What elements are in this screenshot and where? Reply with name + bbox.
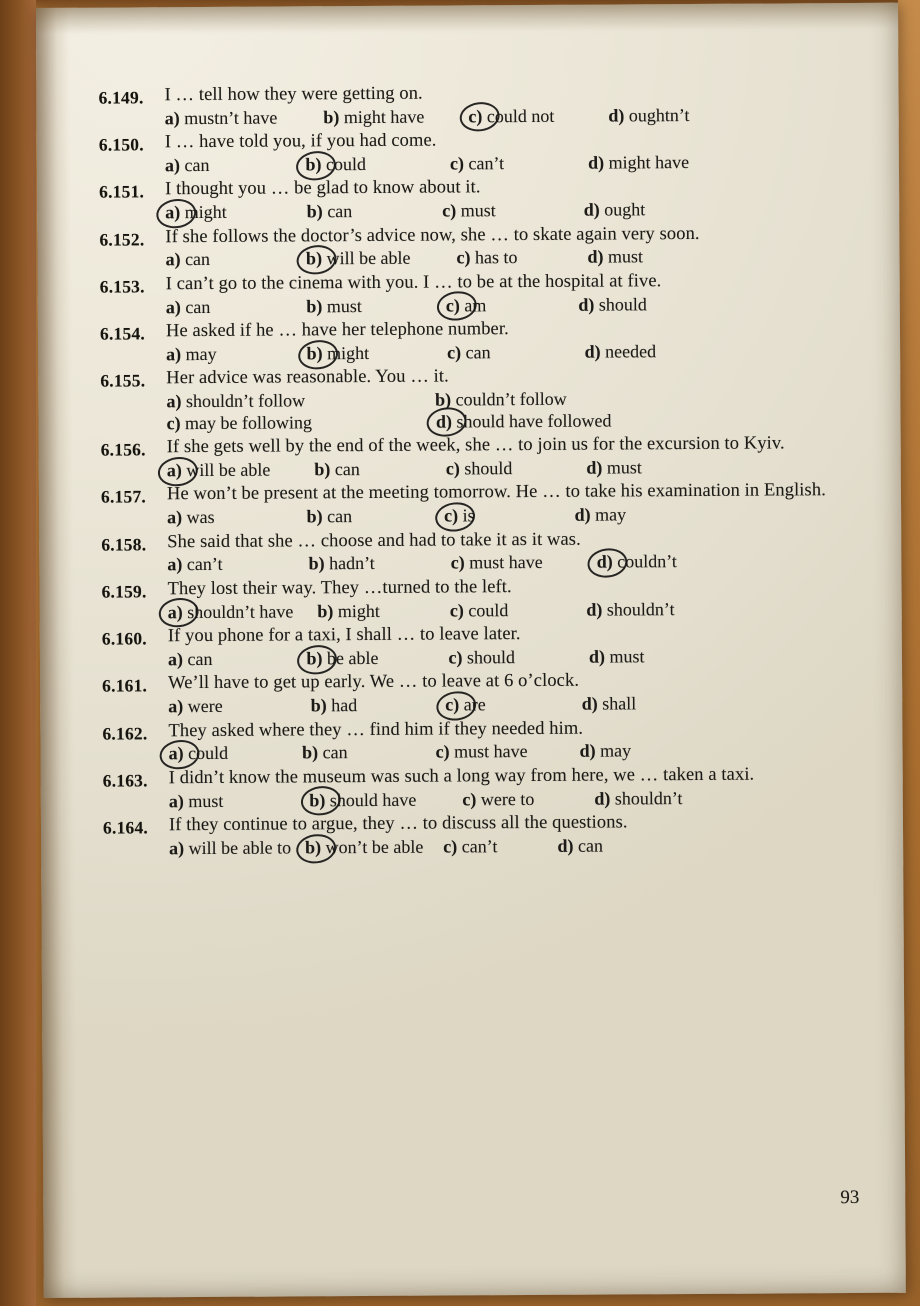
answer-option[interactable] <box>462 788 534 810</box>
answer-option-selected[interactable] <box>446 295 487 317</box>
answer-option[interactable] <box>307 201 353 223</box>
answer-option-text: will be able to <box>188 837 292 858</box>
exercise-number: 6.161. <box>102 675 148 697</box>
answer-options-line <box>167 550 861 576</box>
answer-option-text: can <box>327 201 353 222</box>
answer-option[interactable] <box>306 296 362 318</box>
answer-option-text: should <box>464 457 513 479</box>
answer-option-text: shall <box>602 693 637 714</box>
answer-options <box>168 598 862 624</box>
answer-option[interactable] <box>450 153 504 175</box>
exercise-item <box>101 433 861 482</box>
answer-option-letter: c) <box>456 247 471 268</box>
answer-option-letter: c) <box>166 412 181 433</box>
answer-options-line <box>166 409 860 435</box>
answer-option-text: must <box>460 200 496 221</box>
answer-option-text: must <box>188 790 224 811</box>
answer-option[interactable] <box>586 599 674 621</box>
answer-option-letter: d) <box>596 551 613 572</box>
exercise-number: 6.155. <box>100 370 146 392</box>
exercise-question-text: If they continue to argue, they … to discuss all the questions. <box>168 812 628 836</box>
answer-options-line <box>169 786 863 812</box>
answer-option[interactable] <box>447 342 491 364</box>
answer-option-letter: d) <box>586 457 603 478</box>
answer-option-letter: c) <box>468 105 483 127</box>
answer-option-text: shouldn’t have <box>187 601 294 622</box>
answer-option-text: can <box>184 154 210 175</box>
exercise-number: 6.152. <box>99 229 145 250</box>
answer-option-selected[interactable] <box>597 551 677 573</box>
answer-option-text: must <box>606 457 642 478</box>
answer-option-letter: b) <box>305 248 323 269</box>
answer-options-line <box>166 340 860 366</box>
answer-option-letter: a) <box>165 202 181 223</box>
answer-option[interactable] <box>166 390 305 412</box>
exercise-question-text: He asked if he … have her telephone number. <box>165 319 509 342</box>
answer-option-text: should have <box>329 789 417 810</box>
answer-option[interactable] <box>166 297 211 319</box>
answer-option[interactable] <box>451 552 543 574</box>
answer-option-text: mustn’t have <box>184 107 278 128</box>
answer-option-selected[interactable] <box>167 459 271 481</box>
exercise-question-text: She said that she … choose and had to take it as it was. <box>167 529 581 552</box>
answer-option-text: should <box>466 646 516 668</box>
answer-option-letter: d) <box>557 835 574 856</box>
exercise-number: 6.157. <box>100 486 147 508</box>
answer-option-letter: c) <box>445 458 460 479</box>
answer-option-letter: b) <box>301 742 319 763</box>
answer-option[interactable] <box>323 106 424 128</box>
answer-options <box>169 786 863 812</box>
answer-options-line <box>168 645 862 671</box>
exercise-number: 6.158. <box>101 534 147 555</box>
exercise-item <box>103 764 863 813</box>
exercise-number: 6.159. <box>101 581 147 602</box>
answer-option-letter: d) <box>587 246 604 267</box>
answer-option-text: can <box>327 506 353 527</box>
answer-option[interactable] <box>308 553 374 575</box>
answer-option-text: won’t be able <box>325 836 424 857</box>
answer-option[interactable] <box>167 554 222 576</box>
answer-option-letter: b) <box>314 459 331 480</box>
exercise-question-text: I … have told you, if you had come. <box>164 130 437 153</box>
answer-option-letter: d) <box>608 105 625 126</box>
answer-option-letter: a) <box>168 743 184 764</box>
answer-option-text: must have <box>469 552 543 573</box>
answer-option-selected[interactable] <box>445 694 486 716</box>
answer-option-text: could <box>468 599 509 620</box>
answer-options <box>166 387 860 434</box>
answer-option-text: might have <box>343 106 425 127</box>
answer-option-selected[interactable] <box>307 343 370 365</box>
exercise-number: 6.154. <box>99 323 146 344</box>
answer-option-text: can <box>334 458 360 480</box>
answer-option-letter: a) <box>167 648 184 670</box>
answer-option-letter: c) <box>447 342 462 363</box>
answer-option[interactable] <box>587 247 643 269</box>
answer-options-line <box>166 293 860 319</box>
answer-option-letter: a) <box>167 601 183 622</box>
answer-option-letter: a) <box>167 554 183 575</box>
exercise-number: 6.160. <box>101 628 147 649</box>
answer-option-letter: a) <box>166 391 182 412</box>
answer-options-line <box>168 598 862 624</box>
answer-option-text: might <box>184 201 227 223</box>
answer-option[interactable] <box>307 506 353 528</box>
answer-options-line <box>167 456 861 482</box>
answer-option-selected[interactable] <box>168 743 228 765</box>
exercise-question-text: They lost their way. They …turned to the left. <box>167 577 512 600</box>
answer-option-text: shouldn’t <box>606 598 675 620</box>
answer-option-letter: d) <box>588 152 605 173</box>
answer-option-text: may <box>595 504 627 525</box>
answer-option-selected[interactable] <box>168 601 294 623</box>
answer-option-selected[interactable] <box>306 248 411 270</box>
answer-option-letter: c) <box>462 788 477 809</box>
answer-option-letter: b) <box>308 553 325 574</box>
exercise-number: 6.151. <box>99 181 145 203</box>
answer-options-line <box>168 739 862 765</box>
answer-option[interactable] <box>557 835 603 857</box>
exercise-item <box>103 811 863 860</box>
exercise-number: 6.149. <box>98 87 144 108</box>
answer-option-letter: b) <box>310 695 327 716</box>
answer-option-selected[interactable] <box>444 505 475 527</box>
answer-options <box>165 104 859 130</box>
answer-option-text: can’t <box>468 153 505 174</box>
answer-option[interactable] <box>168 696 223 718</box>
exercise-item <box>101 575 861 624</box>
answer-options <box>166 293 860 319</box>
answer-option[interactable] <box>165 155 210 177</box>
answer-option-text: must <box>326 295 362 316</box>
answer-option-text: can <box>577 835 603 856</box>
answer-option[interactable] <box>167 507 215 529</box>
answer-option-letter: c) <box>442 200 457 221</box>
answer-option-text: is <box>462 505 475 526</box>
answer-option-text: be able <box>326 647 379 669</box>
answer-option[interactable] <box>165 107 278 129</box>
exercise-number: 6.162. <box>102 722 148 744</box>
answer-option[interactable] <box>314 459 360 481</box>
answer-option-letter: c) <box>449 153 465 174</box>
answer-option[interactable] <box>435 741 527 763</box>
answer-option-letter: c) <box>435 741 450 762</box>
answer-option-selected[interactable] <box>305 836 423 858</box>
answer-option-letter: a) <box>168 790 184 811</box>
answer-option-text: should <box>598 293 647 315</box>
exercise-item <box>101 480 861 529</box>
answer-option-text: might have <box>608 151 690 173</box>
answer-option[interactable] <box>450 600 509 622</box>
answer-options <box>168 739 862 765</box>
answer-option[interactable] <box>594 788 682 810</box>
answer-option[interactable] <box>586 457 642 479</box>
answer-option-text: may be following <box>184 411 313 433</box>
answer-option-selected[interactable] <box>305 154 366 176</box>
exercise-question-text: If you phone for a taxi, I shall … to leave later. <box>167 624 521 647</box>
exercise-number: 6.153. <box>99 276 145 297</box>
answer-option[interactable] <box>448 647 515 669</box>
exercise-item <box>99 128 859 177</box>
exercise-question-text: I … tell how they were getting on. <box>164 83 423 106</box>
answer-option-selected[interactable] <box>306 648 378 670</box>
answer-options <box>168 692 862 718</box>
answer-option-text: were to <box>480 788 535 809</box>
answer-options <box>167 456 861 482</box>
answer-options-line <box>169 834 863 860</box>
answer-option-letter: d) <box>581 693 598 714</box>
answer-options <box>165 245 859 271</box>
page-number: 93 <box>840 1186 860 1209</box>
answer-option-letter: c) <box>449 599 464 621</box>
exercise-number: 6.156. <box>100 439 146 460</box>
answer-option-letter: c) <box>443 836 458 857</box>
answer-option-letter: d) <box>586 599 603 620</box>
answer-option-text: can’t <box>186 554 223 575</box>
answer-option-text: could not <box>486 105 555 126</box>
answer-option-letter: a) <box>165 249 181 270</box>
answer-option-text: shouldn’t follow <box>185 390 306 412</box>
answer-option-selected[interactable] <box>309 789 416 811</box>
answer-option[interactable] <box>446 458 513 480</box>
answer-option-text: may <box>185 343 217 364</box>
answer-option-text: oughtn’t <box>628 104 690 126</box>
exercise-question-text: He won’t be present at the meeting tomorrow. He … to take his examination in English. <box>166 480 826 505</box>
answer-option-text: ought <box>604 199 646 220</box>
answer-option-letter: b) <box>435 389 452 410</box>
answer-options <box>166 340 860 366</box>
answer-option-letter: b) <box>306 343 323 364</box>
answer-option-text: can’t <box>461 835 498 857</box>
exercise-item <box>100 364 860 434</box>
answer-option-selected[interactable] <box>436 410 612 433</box>
answer-option[interactable] <box>302 742 348 764</box>
answer-option[interactable] <box>165 249 210 271</box>
exercise-question-text: If she follows the doctor’s advice now, she … to skate again very soon. <box>165 223 700 247</box>
answer-option-text: shouldn’t <box>614 787 683 808</box>
answer-option-letter: d) <box>583 199 600 220</box>
answer-option-letter: d) <box>578 294 595 315</box>
answer-option-letter: c) <box>445 294 460 316</box>
answer-option-letter: a) <box>169 837 185 858</box>
answer-option-text: will be able <box>326 248 411 269</box>
answer-option[interactable] <box>575 505 627 527</box>
answer-option-text: couldn’t follow <box>455 388 567 410</box>
exercise-item <box>100 270 860 319</box>
answer-option[interactable] <box>582 693 637 715</box>
answer-option-letter: a) <box>166 459 182 481</box>
answer-option-text: can <box>465 342 491 363</box>
exercise-question-text: Her advice was reasonable. You … it. <box>166 366 449 389</box>
answer-option-letter: d) <box>574 504 591 525</box>
answer-option-letter: b) <box>317 600 334 621</box>
answer-option-letter: a) <box>164 107 180 128</box>
answer-options <box>167 503 861 529</box>
answer-options-line <box>168 692 862 718</box>
answer-option-letter: d) <box>579 740 596 761</box>
answer-options-line <box>165 104 859 130</box>
answer-option-text: hadn’t <box>329 553 375 574</box>
answer-option[interactable] <box>443 836 497 858</box>
exercise-question-text: They asked where they … find him if they needed him. <box>168 718 584 741</box>
answer-option-letter: b) <box>309 789 326 810</box>
exercise-question-text: I thought you … be glad to know about it. <box>165 177 481 200</box>
answer-option-letter: b) <box>306 506 323 527</box>
answer-option-letter: b) <box>306 201 323 222</box>
answer-option-letter: a) <box>165 296 181 317</box>
answer-option[interactable] <box>311 695 358 717</box>
book-page <box>36 3 906 1298</box>
answer-option-text: can <box>322 742 348 763</box>
answer-options-line <box>165 151 859 177</box>
answer-option-letter: d) <box>584 341 601 362</box>
answer-option-text: am <box>464 294 487 315</box>
answer-options-line <box>167 503 861 529</box>
answer-options <box>165 198 859 224</box>
answer-option-letter: b) <box>306 648 323 669</box>
exercise-item <box>102 669 862 718</box>
answer-option-letter: d) <box>594 788 611 809</box>
answer-option-text: should have followed <box>456 410 612 432</box>
answer-option-text: will be able <box>186 459 271 480</box>
answer-option-text: might <box>337 600 380 621</box>
answer-option-text: has to <box>474 247 518 268</box>
answer-option-selected[interactable] <box>468 105 554 127</box>
answer-option-letter: b) <box>305 837 322 858</box>
exercise-number: 6.163. <box>102 770 148 791</box>
answer-option-text: must <box>607 246 644 267</box>
answer-options-line <box>165 198 859 224</box>
answer-option[interactable] <box>169 837 291 859</box>
answer-option-letter: a) <box>167 507 183 528</box>
answer-option[interactable] <box>589 646 645 668</box>
answer-option[interactable] <box>442 200 496 222</box>
answer-option-letter: d) <box>588 646 606 667</box>
exercise-question-text: If she gets well by the end of the week, she … to join us for the excursion to Kyiv. <box>166 433 785 458</box>
exercise-item <box>98 81 858 130</box>
answer-option-letter: c) <box>445 694 460 715</box>
answer-option[interactable] <box>608 105 689 127</box>
answer-option[interactable] <box>578 294 647 316</box>
answer-options <box>169 834 863 860</box>
answer-option-text: could <box>325 153 367 175</box>
answer-option[interactable] <box>584 199 646 221</box>
answer-option-text: could <box>187 743 229 764</box>
answer-option-text: can <box>184 249 211 270</box>
answer-option-text: can <box>187 648 213 669</box>
answer-option-text: couldn’t <box>617 551 677 572</box>
answer-option-text: might <box>327 342 370 364</box>
answer-option-letter: c) <box>444 505 459 526</box>
answer-option-letter: a) <box>168 696 184 717</box>
answer-option[interactable] <box>585 341 657 363</box>
answer-options <box>167 550 861 576</box>
exercise-question-text: I can’t go to the cinema with you. I … to be at the hospital at five. <box>165 271 662 295</box>
exercise-question-text: I didn’t know the museum was such a long way from here, we … taken a taxi. <box>168 764 755 789</box>
answer-option-text: had <box>331 695 358 716</box>
answer-option-letter: b) <box>305 154 322 175</box>
answer-option-text: must have <box>453 741 528 762</box>
answer-options <box>168 645 862 671</box>
answer-option-text: can <box>185 296 211 317</box>
answer-option[interactable] <box>579 741 631 763</box>
answer-option-text: may <box>599 740 632 761</box>
exercise-question-text: We’ll have to get up early. We … to leave at 6 o’clock. <box>168 671 580 694</box>
answer-option-letter: c) <box>448 647 463 668</box>
exercise-item <box>102 622 862 671</box>
exercise-list <box>98 81 863 863</box>
answer-option-letter: c) <box>450 552 465 573</box>
answer-option[interactable] <box>166 412 312 434</box>
answer-option-letter: b) <box>323 106 340 127</box>
exercise-item <box>100 317 860 366</box>
answer-options <box>165 151 859 177</box>
answer-option-selected[interactable] <box>165 202 227 224</box>
answer-option-letter: d) <box>435 411 453 432</box>
answer-option-letter: a) <box>164 154 181 176</box>
answer-option-text: must <box>609 646 645 667</box>
answer-option[interactable] <box>317 600 380 622</box>
exercise-item <box>101 528 861 577</box>
exercise-item <box>99 175 859 224</box>
answer-option[interactable] <box>169 790 224 812</box>
exercise-item <box>102 717 862 766</box>
answer-option-text: are <box>463 694 486 715</box>
answer-option-letter: b) <box>306 295 323 316</box>
answer-option-text: was <box>186 507 215 528</box>
answer-option[interactable] <box>166 344 217 366</box>
exercise-number: 6.164. <box>102 817 149 838</box>
answer-option[interactable] <box>168 649 213 671</box>
exercise-item <box>99 223 859 272</box>
answer-option-letter: a) <box>166 343 182 365</box>
answer-option[interactable] <box>588 152 689 174</box>
exercise-number: 6.150. <box>98 134 144 155</box>
answer-options-line <box>165 245 859 271</box>
answer-option-text: needed <box>605 341 657 362</box>
answer-option[interactable] <box>456 247 517 269</box>
answer-option-text: were <box>187 695 223 717</box>
